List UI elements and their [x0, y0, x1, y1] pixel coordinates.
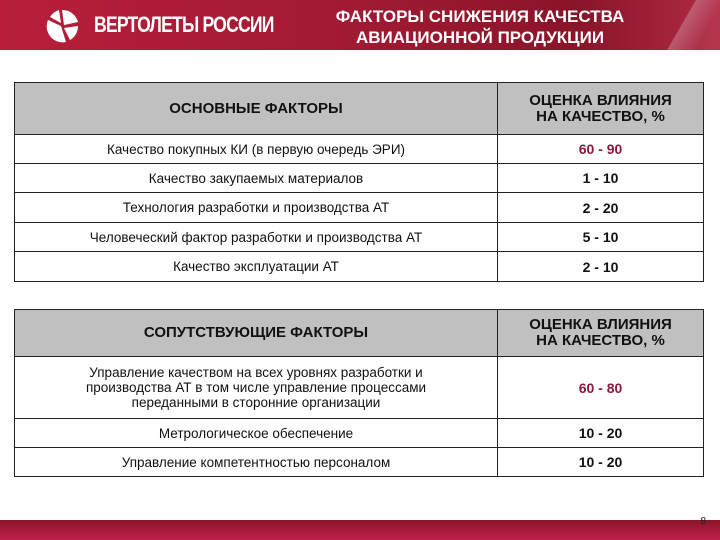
- value-cell: 2 - 20: [498, 193, 704, 223]
- header-line: НА КАЧЕСТВО, %: [536, 332, 665, 349]
- secondary-factors-table: [14, 309, 704, 477]
- factor-cell: Метрологическое обеспечение: [15, 419, 498, 448]
- slide-title: [270, 6, 690, 48]
- factor-line: Управление качеством на всех уровнях разработки и: [89, 365, 423, 380]
- table-header-row: [15, 83, 704, 135]
- factor-cell: Управление компетентностью персоналом: [15, 448, 498, 477]
- page-number: 8: [700, 516, 706, 527]
- table-header-row: [15, 310, 704, 357]
- slide-header: [0, 0, 720, 50]
- table-row: [15, 448, 704, 477]
- column-header: ОСНОВНЫЕ ФАКТОРЫ: [15, 83, 498, 135]
- value-cell: 60 - 80: [498, 357, 704, 419]
- factor-cell: Качество закупаемых материалов: [15, 164, 498, 193]
- value-cell: 10 - 20: [498, 448, 704, 477]
- factor-cell: Человеческий фактор разработки и производства АТ: [15, 223, 498, 252]
- company-logo-icon: [44, 8, 80, 44]
- title-line: ФАКТОРЫ СНИЖЕНИЯ КАЧЕСТВА: [335, 7, 625, 26]
- factor-cell: Качество покупных КИ (в первую очередь ЭРИ): [15, 135, 498, 164]
- slide-footer: [0, 520, 720, 540]
- table-row: [15, 419, 704, 448]
- header-line: ОЦЕНКА ВЛИЯНИЯ: [529, 316, 672, 333]
- table-row: [15, 193, 704, 223]
- table-row: [15, 223, 704, 252]
- table-row: [15, 252, 704, 282]
- title-line: АВИАЦИОННОЙ ПРОДУКЦИИ: [355, 28, 605, 47]
- value-cell: 60 - 90: [498, 135, 704, 164]
- header-line: НА КАЧЕСТВО, %: [536, 107, 665, 125]
- factor-cell: Качество эксплуатации АТ: [15, 252, 498, 282]
- table-row: [15, 357, 704, 419]
- value-cell: 1 - 10: [498, 164, 704, 193]
- brand-name: ВЕРТОЛЕТЫ РОССИИ: [94, 12, 274, 37]
- column-header: [498, 83, 704, 135]
- value-cell: 10 - 20: [498, 419, 704, 448]
- value-cell: 5 - 10: [498, 223, 704, 252]
- header-line: ОЦЕНКА ВЛИЯНИЯ: [529, 91, 672, 109]
- table-row: [15, 164, 704, 193]
- factor-cell: Технология разработки и производства АТ: [15, 193, 498, 223]
- factor-line: переданными в сторонние организации: [131, 395, 381, 410]
- value-cell: 2 - 10: [498, 252, 704, 282]
- table-row: [15, 135, 704, 164]
- column-header: СОПУТСТВУЮЩИЕ ФАКТОРЫ: [15, 310, 498, 357]
- main-factors-table: [14, 82, 704, 282]
- factor-line: производства АТ в том числе управление процессами: [85, 380, 427, 395]
- factor-cell: [15, 357, 498, 419]
- column-header: [498, 310, 704, 357]
